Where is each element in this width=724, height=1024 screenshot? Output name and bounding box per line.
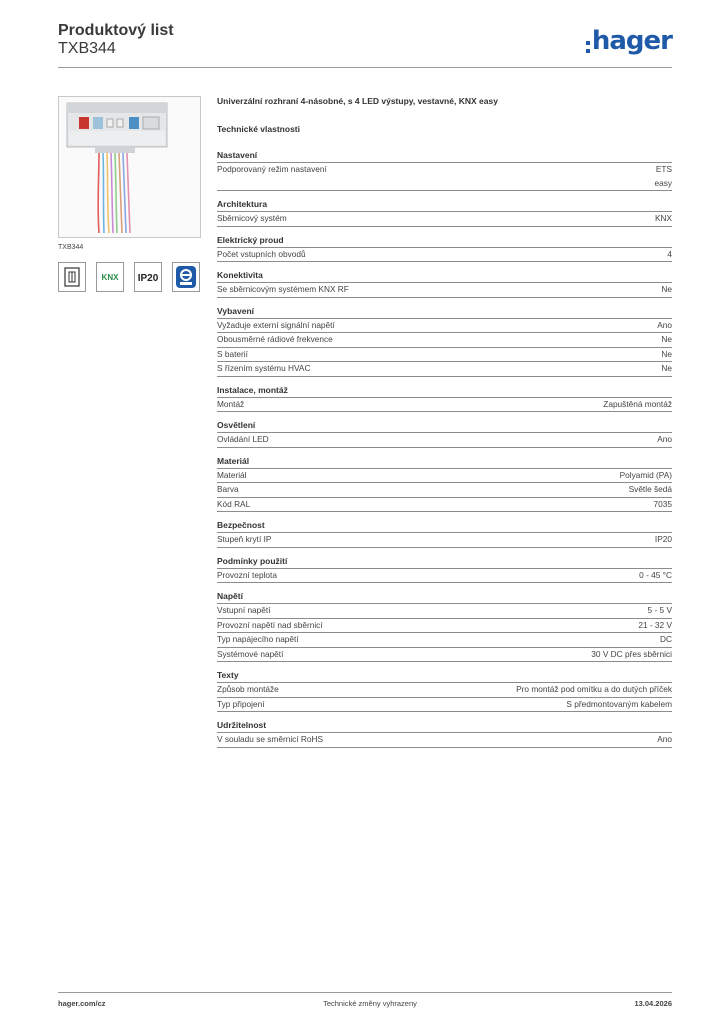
section-title: Osvětlení	[217, 419, 672, 433]
spec-section	[217, 269, 672, 298]
spec-row	[217, 248, 672, 263]
spec-label: Provozní teplota	[217, 569, 277, 580]
page-header	[58, 22, 672, 68]
spec-label: Způsob montáže	[217, 684, 279, 694]
spec-row	[217, 648, 672, 663]
spec-value: 0 - 45 °C	[639, 569, 672, 580]
spec-label: Vstupní napětí	[217, 605, 271, 615]
spec-row	[217, 212, 672, 227]
spec-value: Pro montáž pod omítku a do dutých příček	[516, 684, 672, 694]
spec-row	[217, 498, 672, 513]
section-title: Architektura	[217, 198, 672, 212]
spec-section	[217, 305, 672, 377]
spec-section	[217, 419, 672, 448]
spec-row	[217, 683, 672, 698]
spec-row	[217, 283, 672, 298]
spec-row	[217, 433, 672, 448]
spec-row	[217, 483, 672, 498]
device-symbol-icon	[58, 262, 86, 292]
spec-value: DC	[660, 634, 672, 644]
easy-icon	[172, 262, 200, 292]
spec-value: Ne	[661, 284, 672, 294]
spec-section	[217, 455, 672, 513]
spec-value: Ano	[657, 434, 672, 444]
spec-row	[217, 362, 672, 377]
spec-section	[217, 519, 672, 548]
spec-section	[217, 198, 672, 227]
spec-row	[217, 533, 672, 548]
spec-row	[217, 633, 672, 648]
section-title: Napětí	[217, 590, 672, 604]
logo-dots	[586, 41, 591, 53]
spec-value: ETS easy	[654, 164, 672, 188]
section-title: Udržitelnost	[217, 719, 672, 733]
spec-value: 21 - 32 V	[638, 619, 672, 630]
spec-value: KNX	[654, 213, 672, 223]
spec-sections	[217, 149, 672, 748]
spec-row	[217, 348, 672, 363]
spec-value: Ne	[661, 363, 672, 373]
spec-label: Provozní napětí nad sběrnicí	[217, 619, 323, 630]
spec-label: V souladu se směrnicí RoHS	[217, 734, 324, 744]
tech-properties-heading: Technické vlastnosti	[217, 124, 300, 134]
spec-value: 30 V DC přes sběrnici	[591, 648, 672, 659]
spec-section	[217, 590, 672, 662]
spec-row	[217, 604, 672, 619]
spec-label: Vyžaduje externí signální napětí	[217, 319, 335, 330]
spec-value: 7035	[653, 498, 672, 509]
section-title: Elektrický proud	[217, 234, 672, 248]
spec-label: Podporovaný režim nastavení	[217, 164, 327, 174]
spec-row	[217, 733, 672, 748]
spec-label: Obousměrné rádiové frekvence	[217, 334, 333, 344]
spec-label: Ovládání LED	[217, 434, 269, 444]
spec-row	[217, 569, 672, 584]
knx-icon	[96, 262, 124, 292]
product-code: TXB344	[58, 40, 116, 57]
spec-value: Ne	[661, 334, 672, 344]
spec-value: Ano	[657, 319, 672, 330]
spec-section	[217, 234, 672, 263]
section-title: Texty	[217, 669, 672, 683]
section-title: Nastavení	[217, 149, 672, 163]
spec-value: Světle šedá	[628, 484, 672, 494]
product-description: Univerzální rozhraní 4-násobné, s 4 LED výstupy, vestavné, KNX easy	[217, 96, 498, 106]
footer-date: 13.04.2026	[634, 999, 672, 1008]
page-footer	[58, 992, 672, 1008]
section-title: Bezpečnost	[217, 519, 672, 533]
spec-section	[217, 555, 672, 584]
spec-value: S předmontovaným kabelem	[566, 698, 672, 709]
spec-row	[217, 619, 672, 634]
section-title: Konektivita	[217, 269, 672, 283]
spec-row	[217, 398, 672, 413]
svg-text:IP20: IP20	[137, 273, 159, 284]
section-title: Materiál	[217, 455, 672, 469]
spec-value: Zapuštěná montáž	[603, 398, 672, 409]
image-caption: TXB344	[58, 244, 84, 251]
spec-label: Montáž	[217, 398, 245, 409]
product-image	[58, 96, 201, 238]
spec-row	[217, 469, 672, 484]
certification-icons	[58, 262, 200, 292]
spec-section	[217, 149, 672, 191]
ip20-icon	[134, 262, 162, 292]
svg-text:KNX: KNX	[101, 273, 119, 282]
spec-label: Typ napájecího napětí	[217, 634, 299, 644]
spec-value: Polyamid (PA)	[619, 469, 672, 480]
spec-value: Ano	[657, 734, 672, 744]
spec-label: S řízením systému HVAC	[217, 363, 311, 373]
spec-row	[217, 163, 672, 191]
spec-label: Barva	[217, 484, 239, 494]
spec-label: Sběrnicový systém	[217, 213, 287, 223]
section-title: Vybavení	[217, 305, 672, 319]
spec-value: 5 - 5 V	[647, 605, 672, 615]
spec-content	[217, 95, 672, 755]
spec-row	[217, 698, 672, 713]
section-title: Instalace, montáž	[217, 384, 672, 398]
spec-section	[217, 669, 672, 712]
spec-label: Materiál	[217, 469, 247, 480]
footer-website-link[interactable]: hager.com/cz	[58, 999, 106, 1008]
spec-label: Typ připojení	[217, 698, 265, 709]
spec-label: Kód RAL	[217, 498, 251, 509]
spec-section	[217, 719, 672, 748]
spec-label: Se sběrnicovým systémem KNX RF	[217, 284, 349, 294]
spec-row	[217, 319, 672, 334]
spec-label: S baterií	[217, 348, 248, 359]
spec-label: Počet vstupních obvodů	[217, 248, 306, 259]
spec-label: Systémové napětí	[217, 648, 284, 659]
section-title: Podmínky použití	[217, 555, 672, 569]
footer-note: Technické změny vyhrazeny	[323, 999, 417, 1008]
spec-value: 4	[667, 248, 672, 259]
spec-value: Ne	[661, 348, 672, 359]
spec-row	[217, 333, 672, 348]
hager-logo: hager	[586, 26, 672, 56]
spec-section	[217, 384, 672, 413]
spec-value: IP20	[654, 534, 672, 544]
spec-label: Stupeň krytí IP	[217, 534, 272, 544]
document-title: Produktový list	[58, 22, 174, 39]
